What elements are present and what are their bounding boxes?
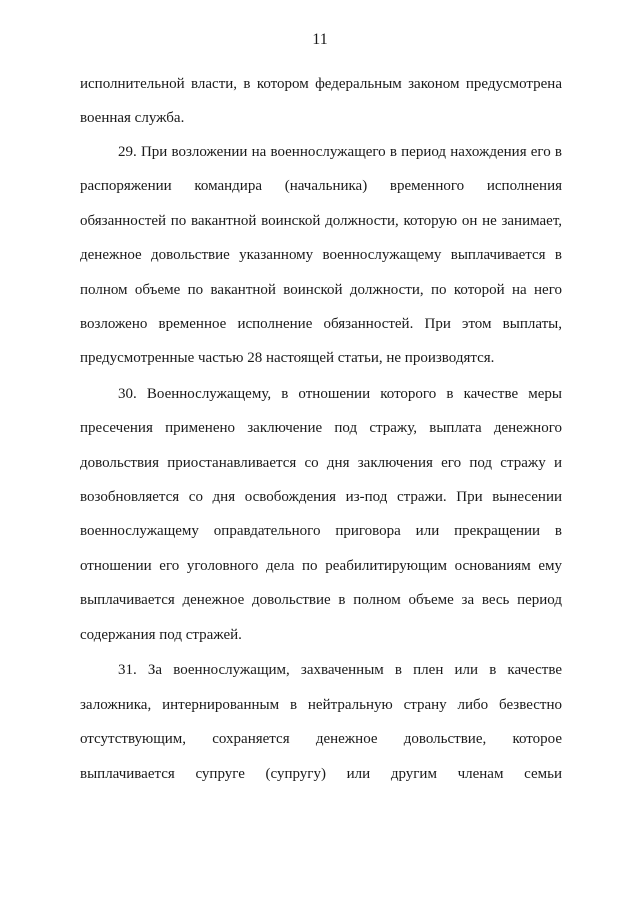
text-line: выплачивается денежное довольствие в полном объеме за весь период	[80, 592, 562, 608]
text-line: заложника, интернированным в нейтральную страну либо безвестно	[80, 697, 562, 713]
text-line: полном объеме по вакантной воинской должности, по которой на него	[80, 282, 562, 298]
paragraph-29-first-line: 29. При возложении на военнослужащего в период нахождения его в	[118, 144, 562, 160]
text-line: выплачивается супруге (супругу) или другим членам семьи	[80, 766, 562, 782]
text-line: довольствия приостанавливается со дня заключения его под стражу и	[80, 455, 562, 471]
text-line: предусмотренные частью 28 настоящей статьи, не производятся.	[80, 350, 495, 366]
paragraph-31-first-line: 31. За военнослужащим, захваченным в плен или в качестве	[118, 662, 562, 678]
text-line: содержания под стражей.	[80, 627, 242, 643]
text-line: военная служба.	[80, 110, 185, 126]
text-line: денежное довольствие указанному военнослужащему выплачивается в	[80, 247, 562, 263]
text-line: пресечения применено заключение под стражу, выплата денежного	[80, 420, 562, 436]
text-line: возложено временное исполнение обязанностей. При этом выплаты,	[80, 316, 562, 332]
page-number: 11	[312, 31, 328, 48]
text-line: отношении его уголовного дела по реабилитирующим основаниям ему	[80, 558, 562, 574]
paragraph-30-first-line: 30. Военнослужащему, в отношении которого в качестве меры	[118, 386, 562, 402]
text-line: исполнительной власти, в котором федеральным законом предусмотрена	[80, 76, 562, 92]
text-line: отсутствующим, сохраняется денежное довольствие, которое	[80, 731, 562, 747]
text-line: обязанностей по вакантной воинской должности, которую он не занимает,	[80, 213, 562, 229]
text-line: военнослужащему оправдательного приговора или прекращении в	[80, 523, 562, 539]
text-line: возобновляется со дня освобождения из-под стражи. При вынесении	[80, 489, 562, 505]
text-line: распоряжении командира (начальника) временного исполнения	[80, 178, 562, 194]
